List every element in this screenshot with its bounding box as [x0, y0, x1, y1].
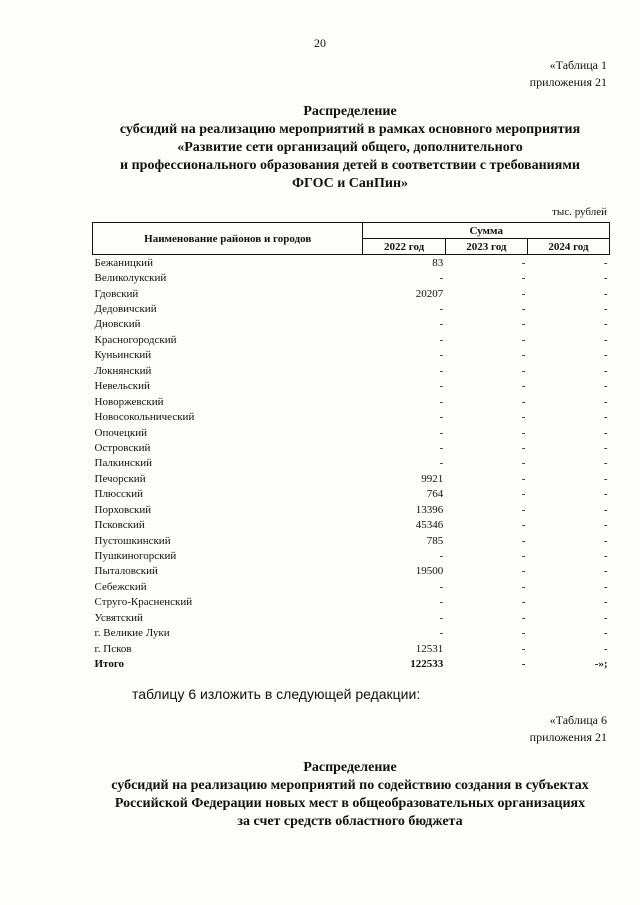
value-2023: - — [521, 318, 526, 331]
table-row — [93, 255, 610, 271]
value-2023: - — [521, 441, 526, 454]
title1-line4: и профессионального образования детей в соответствии с требованиями — [120, 158, 580, 173]
row-name: Себежский — [94, 580, 147, 593]
value-2023: - — [521, 550, 526, 563]
value-2023: - — [521, 565, 526, 578]
table-row — [93, 440, 610, 455]
table-row — [93, 425, 610, 440]
table-reference-2-line1: «Таблица 6 — [549, 713, 607, 727]
row-name: Порховский — [94, 503, 152, 516]
value-2022: 12531 — [415, 642, 444, 655]
row-name: г. Псков — [94, 642, 132, 655]
value-2024: - — [603, 488, 608, 501]
table-row — [93, 533, 610, 548]
value-2024: - — [603, 426, 608, 439]
header-year-2022: 2022 год — [363, 239, 445, 255]
total-value-2024: -»; — [594, 658, 608, 671]
value-2024: - — [603, 457, 608, 470]
table-row — [93, 348, 610, 363]
value-2023: - — [521, 349, 526, 362]
row-name: Усвятский — [94, 611, 143, 624]
value-2023: - — [521, 256, 526, 269]
total-value-2023: - — [521, 658, 526, 671]
row-name: Дновский — [94, 318, 141, 331]
value-2023: - — [521, 580, 526, 593]
value-2023: - — [521, 287, 526, 300]
transition-text: таблицу 6 изложить в следующей редакции: — [132, 686, 421, 702]
value-2022: - — [439, 349, 444, 362]
value-2022: 20207 — [415, 287, 444, 300]
value-2022: - — [439, 441, 444, 454]
table-reference-1-line2: приложения 21 — [529, 75, 607, 89]
value-2024: - — [603, 611, 608, 624]
value-2024: - — [603, 380, 608, 393]
value-2024: - — [603, 303, 608, 316]
value-2024: - — [603, 534, 608, 547]
row-name: Бежаницкий — [94, 256, 153, 269]
value-2022: - — [439, 364, 444, 377]
table-row — [93, 379, 610, 394]
total-value-2022: 122533 — [410, 658, 444, 671]
header-sum: Сумма — [363, 223, 610, 239]
value-2024: - — [603, 580, 608, 593]
value-2022: - — [439, 272, 444, 285]
row-name: Плюсский — [94, 488, 144, 501]
table-row — [93, 317, 610, 332]
page-number: 20 — [314, 36, 326, 50]
title2-line3: Российской Федерации новых мест в общеобразовательных организациях — [114, 796, 586, 811]
value-2024: - — [603, 550, 608, 563]
value-2024: - — [603, 472, 608, 485]
row-name: Пушкиногорский — [94, 550, 177, 563]
row-name: Локнянский — [94, 364, 152, 377]
value-2024: - — [603, 272, 608, 285]
value-2024: - — [603, 441, 608, 454]
value-2022: 19500 — [415, 565, 444, 578]
value-2022: 13396 — [415, 503, 444, 516]
table-row — [93, 394, 610, 409]
header-year-2024: 2024 год — [527, 239, 609, 255]
value-2022: - — [439, 596, 444, 609]
value-2022: - — [439, 303, 444, 316]
value-2023: - — [521, 411, 526, 424]
row-name: Великолукский — [94, 272, 167, 285]
value-2024: - — [603, 256, 608, 269]
table-row — [93, 564, 610, 579]
value-2023: - — [521, 472, 526, 485]
value-2023: - — [521, 426, 526, 439]
value-2022: - — [439, 318, 444, 331]
value-2022: 83 — [432, 256, 444, 269]
total-row — [93, 656, 610, 671]
row-name: Печорский — [94, 472, 146, 485]
title1-line3: «Развитие сети организаций общего, дополнительного — [177, 140, 523, 155]
value-2024: - — [603, 411, 608, 424]
value-2022: - — [439, 426, 444, 439]
subsidy-table — [92, 222, 610, 672]
value-2024: - — [603, 519, 608, 532]
row-name: Невельский — [94, 380, 150, 393]
table-row — [93, 270, 610, 285]
header-name: Наименование районов и городов — [93, 223, 363, 255]
value-2023: - — [521, 642, 526, 655]
value-2022: - — [439, 457, 444, 470]
table-reference-1 — [530, 57, 607, 91]
table-row — [93, 579, 610, 594]
table-row — [93, 456, 610, 471]
value-2023: - — [521, 457, 526, 470]
title1-line1: Распределение — [303, 104, 397, 119]
value-2022: - — [439, 611, 444, 624]
value-2022: - — [439, 411, 444, 424]
value-2023: - — [521, 364, 526, 377]
row-name: Островский — [94, 441, 151, 454]
table-row — [93, 641, 610, 656]
value-2024: - — [603, 627, 608, 640]
table-row — [93, 301, 610, 316]
value-2023: - — [521, 395, 526, 408]
value-2022: 785 — [426, 534, 444, 547]
value-2023: - — [521, 534, 526, 547]
value-2022: 764 — [426, 488, 444, 501]
value-2023: - — [521, 488, 526, 501]
title2-line2: субсидий на реализацию мероприятий по содействию создания в субъектах — [111, 778, 589, 793]
value-2023: - — [521, 519, 526, 532]
row-name: Струго-Красненский — [94, 596, 193, 609]
row-name: г. Великие Луки — [94, 627, 170, 640]
title2-line4: за счет средств областного бюджета — [237, 814, 463, 829]
table-row — [93, 487, 610, 502]
value-2024: - — [603, 287, 608, 300]
value-2024: - — [603, 503, 608, 516]
row-name: Новоржевский — [94, 395, 164, 408]
row-name: Красногородский — [94, 333, 177, 346]
table-reference-2 — [530, 712, 607, 746]
row-name: Новосокольнический — [94, 411, 195, 424]
value-2023: - — [521, 303, 526, 316]
table-row — [93, 286, 610, 301]
value-2024: - — [603, 318, 608, 331]
value-2024: - — [603, 349, 608, 362]
row-name: Гдовский — [94, 287, 139, 300]
value-2023: - — [521, 333, 526, 346]
value-2024: - — [603, 364, 608, 377]
table-row — [93, 502, 610, 517]
value-2022: - — [439, 380, 444, 393]
table-row — [93, 626, 610, 641]
table-row — [93, 363, 610, 378]
table-row — [93, 409, 610, 424]
value-2022: 9921 — [421, 472, 444, 485]
table-row — [93, 517, 610, 532]
title2-line1: Распределение — [303, 760, 397, 775]
value-2022: - — [439, 550, 444, 563]
row-name: Пыталовский — [94, 565, 158, 578]
value-2022: - — [439, 333, 444, 346]
value-2023: - — [521, 503, 526, 516]
value-2023: - — [521, 272, 526, 285]
value-2022: - — [439, 580, 444, 593]
table-row — [93, 595, 610, 610]
distribution-title-2 — [80, 759, 620, 831]
value-2023: - — [521, 627, 526, 640]
value-2022: 45346 — [415, 519, 444, 532]
title1-line5: ФГОС и СанПин» — [291, 176, 409, 191]
row-name: Псковский — [94, 519, 145, 532]
value-2024: - — [603, 333, 608, 346]
table-row — [93, 610, 610, 625]
table-reference-2-line2: приложения 21 — [529, 730, 607, 744]
distribution-title-1 — [80, 103, 620, 193]
row-name: Палкинский — [94, 457, 153, 470]
row-name: Опочецкий — [94, 426, 147, 439]
table-body — [93, 255, 610, 672]
units-label: тыс. рублей — [552, 206, 607, 218]
row-name: Дедовичский — [94, 303, 157, 316]
value-2023: - — [521, 380, 526, 393]
row-name: Пустошкинский — [94, 534, 171, 547]
table-reference-1-line1: «Таблица 1 — [549, 58, 607, 72]
table-row — [93, 332, 610, 347]
value-2024: - — [603, 395, 608, 408]
value-2024: - — [603, 596, 608, 609]
value-2022: - — [439, 395, 444, 408]
title1-line2: субсидий на реализацию мероприятий в рамках основного мероприятия — [119, 122, 581, 137]
total-row-name: Итого — [94, 658, 125, 671]
row-name: Куньинский — [94, 349, 152, 362]
value-2023: - — [521, 611, 526, 624]
table-row — [93, 471, 610, 486]
value-2023: - — [521, 596, 526, 609]
value-2024: - — [603, 565, 608, 578]
value-2024: - — [603, 642, 608, 655]
value-2022: - — [439, 627, 444, 640]
header-year-2023: 2023 год — [445, 239, 527, 255]
table-row — [93, 548, 610, 563]
